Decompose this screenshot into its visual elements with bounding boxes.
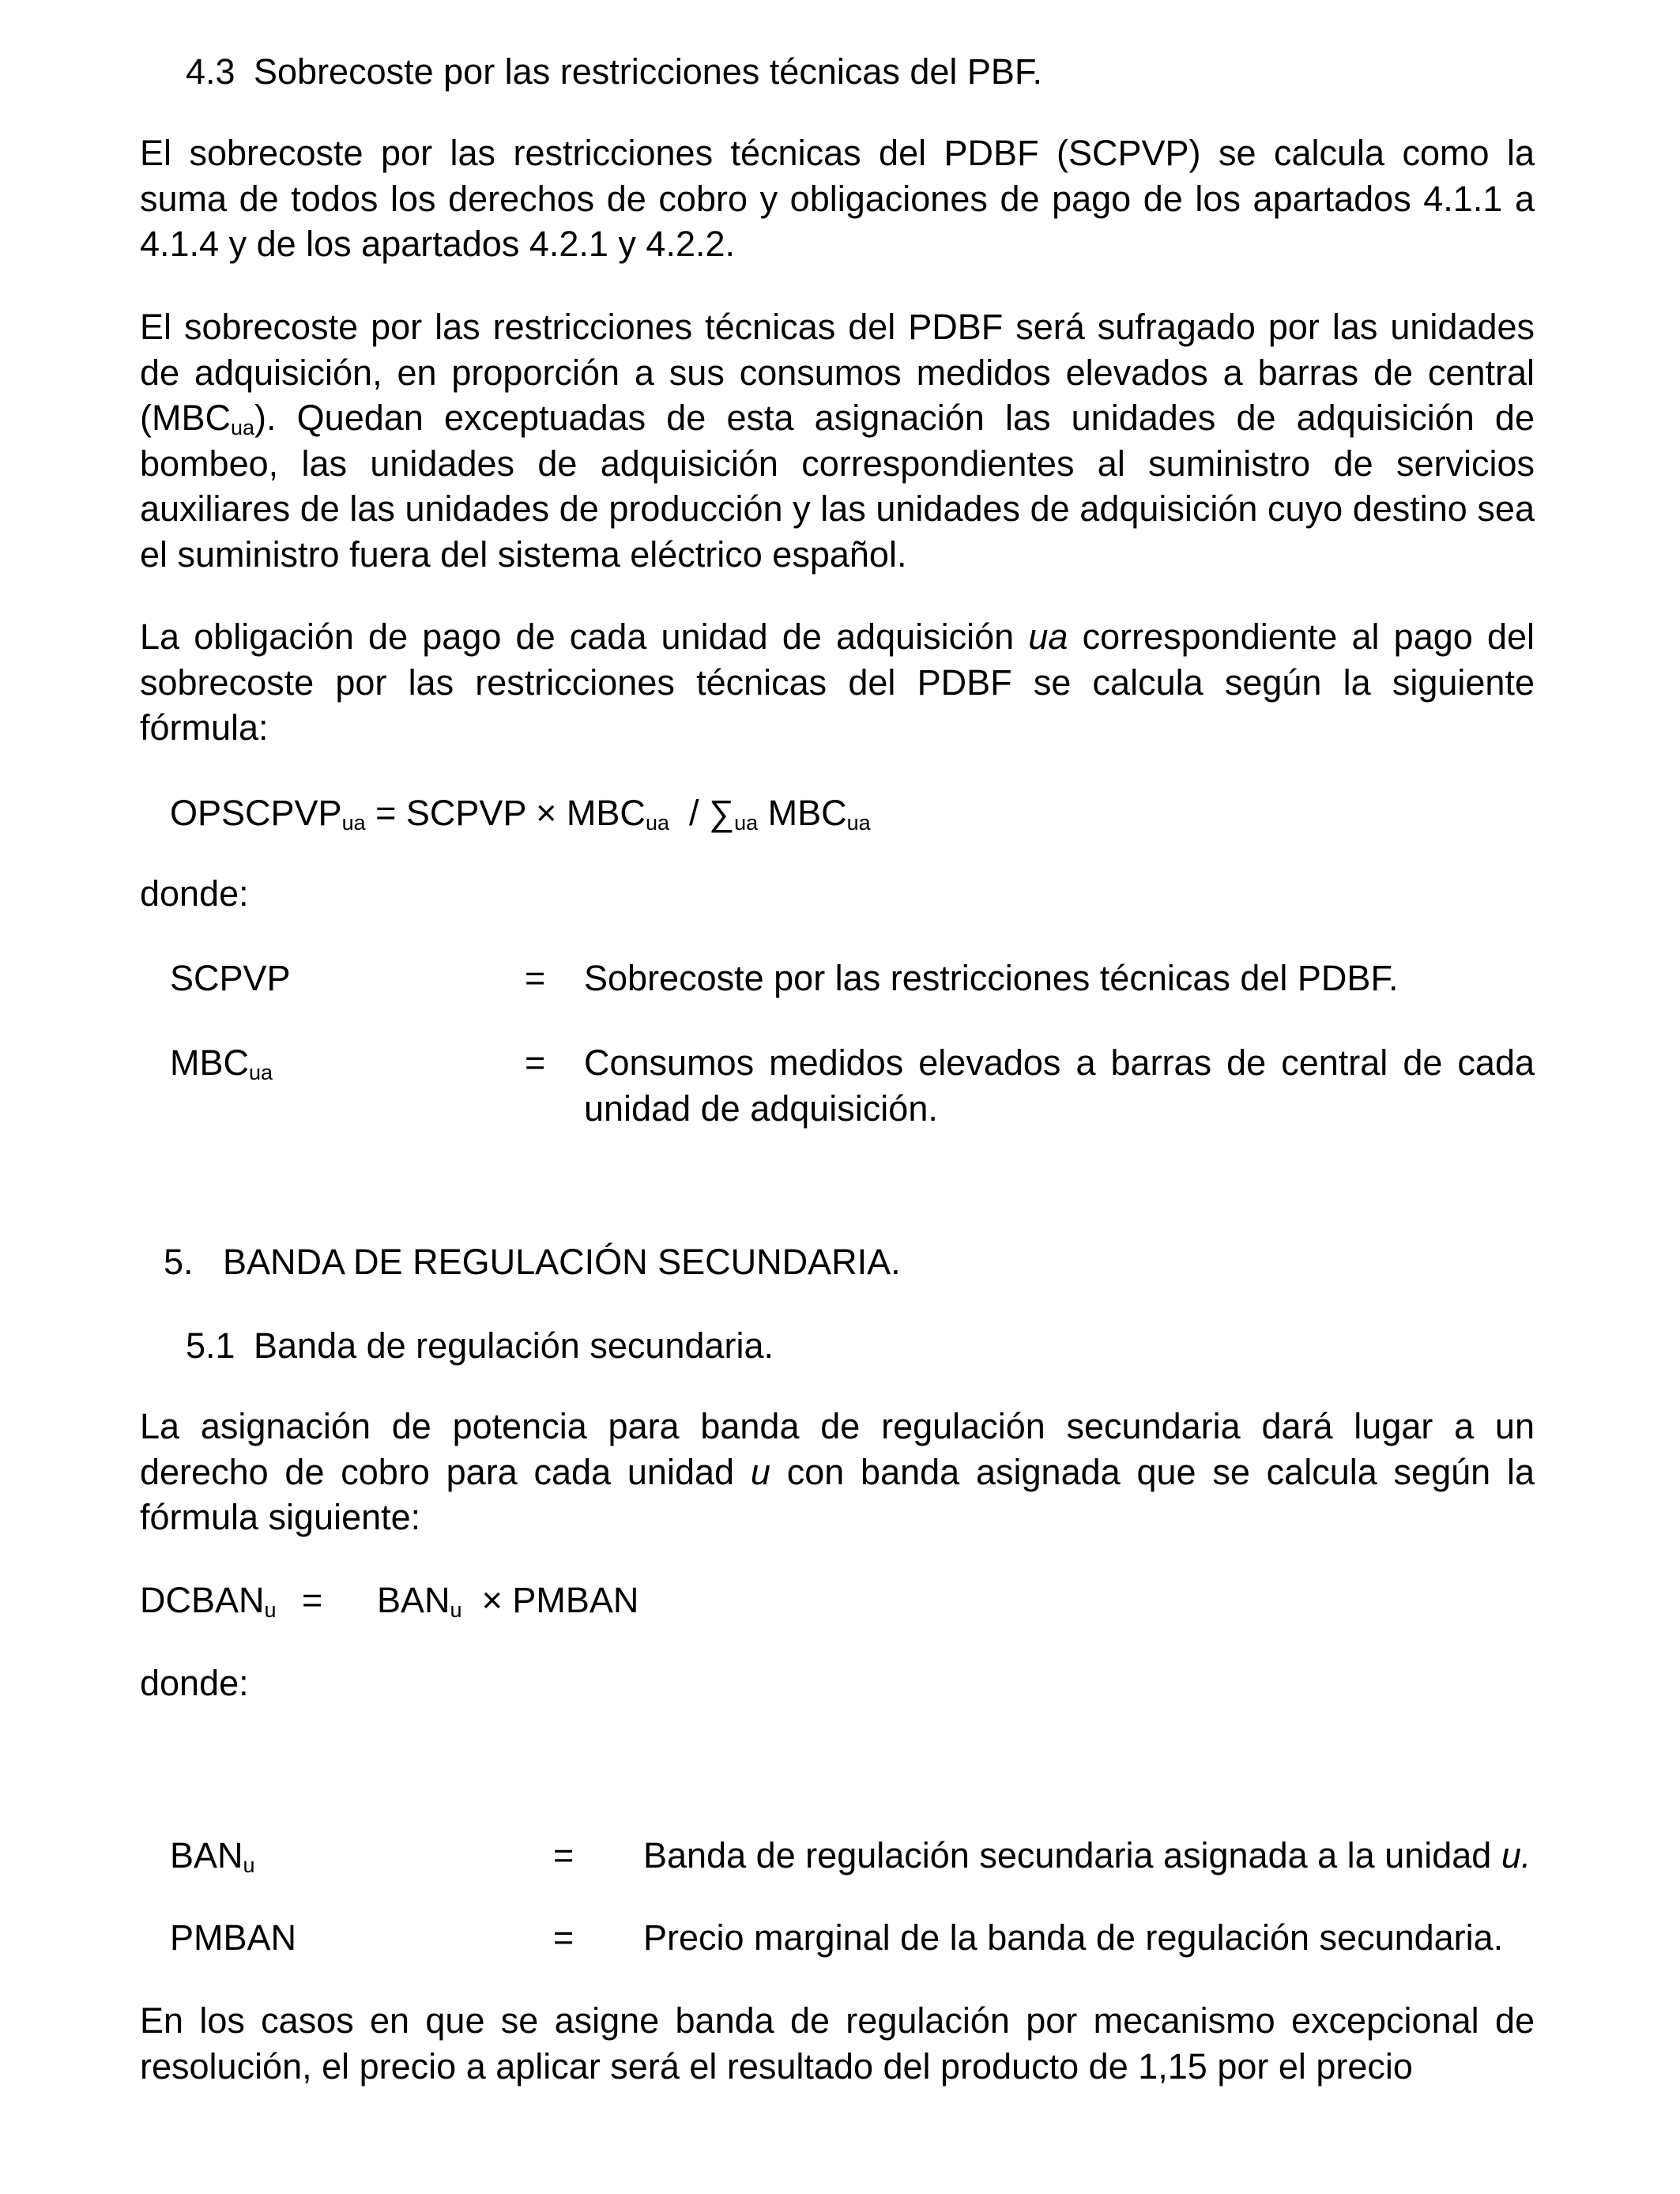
formula-opscpvp: $OPSCPVP_{ua}$ = SCPVP × $MBC_{ua} / \sum_{ua}$ $MBC_{ua}$: [170, 793, 871, 835]
definition-equals: =: [553, 1835, 574, 1875]
donde-label: donde:: [140, 1663, 249, 1703]
definition-term: $BAN_u$: [170, 1835, 255, 1877]
definition-term: PMBAN: [170, 1917, 297, 1958]
section-heading-5-1: [186, 1323, 774, 1368]
definition-term: SCPVP: [170, 958, 291, 998]
section-title: Banda de regulación secundaria.: [254, 1325, 774, 1366]
paragraph-scpvp-definition: El sobrecoste por las restricciones técnicas del PDBF (SCPVP) se calcula como la suma de todos los derechos de cobro y obligaciones de pago de los apartados 4.1.1 a 4.1.4 y de los apartados 4.2.1 y 4.2.2.: [140, 133, 1535, 264]
paragraph-band-assignment: La asignación de potencia para banda de regulación secundaria dará lugar a un derecho de cobro para cada unidad u con banda asignada que se calcula según la fórmula siguiente:: [140, 1406, 1535, 1537]
definition-equals: =: [525, 1042, 546, 1083]
definition-equals: =: [553, 1917, 574, 1958]
definition-text: Sobrecoste por las restricciones técnicas del PDBF.: [584, 958, 1399, 998]
definition-equals: =: [525, 958, 546, 998]
paragraph-exceptional-mechanism: En los casos en que se asigne banda de regulación por mecanismo excepcional de resolución, el precio a aplicar será el resultado del producto de 1,15 por el precio: [140, 2000, 1535, 2087]
formula-dcban-rhs: $BAN_u$ × PMBAN: [377, 1580, 639, 1622]
section-number: 5.: [164, 1242, 194, 1282]
paragraph-payment-obligation: La obligación de pago de cada unidad de adquisición ua correspondiente al pago del sobrecoste por las restricciones técnicas del PDBF se calcula según la siguiente fórmula:: [140, 616, 1535, 748]
section-heading-5: [164, 1239, 901, 1284]
definition-text: Precio marginal de la banda de regulación secundaria.: [643, 1917, 1504, 1958]
paragraph-scpvp-allocation: El sobrecoste por las restricciones técnicas del PDBF será sufragado por las unidades de adquisición, en proporción a sus consumos medidos elevados a barras de central $(MBC_{ua})$. Quedan exceptuadas de esta asignación las unidades de adquisición de bombeo, las unidades de adquisición correspondientes al suministro de servicios auxiliares de las unidades de producción y las unidades de adquisición cuyo destino sea el suministro fuera del sistema eléctrico español.: [140, 307, 1535, 575]
section-heading-4-3: [186, 49, 1042, 94]
section-number: 5.1: [186, 1325, 235, 1366]
definition-text: Consumos medidos elevados a barras de central de cada unidad de adquisición.: [584, 1042, 1535, 1129]
formula-dcban: $DCBAN_u$: [140, 1580, 277, 1622]
section-number: 4.3: [186, 51, 235, 92]
section-title: BANDA DE REGULACIÓN SECUNDARIA.: [223, 1242, 901, 1282]
definition-text: Banda de regulación secundaria asignada a la unidad u.: [643, 1835, 1531, 1875]
formula-dcban-equals: =: [302, 1580, 323, 1620]
section-title: Sobrecoste por las restricciones técnicas del PBF.: [254, 51, 1042, 92]
donde-label: donde:: [140, 873, 249, 914]
definition-term: $MBC_{ua}$: [170, 1042, 273, 1084]
